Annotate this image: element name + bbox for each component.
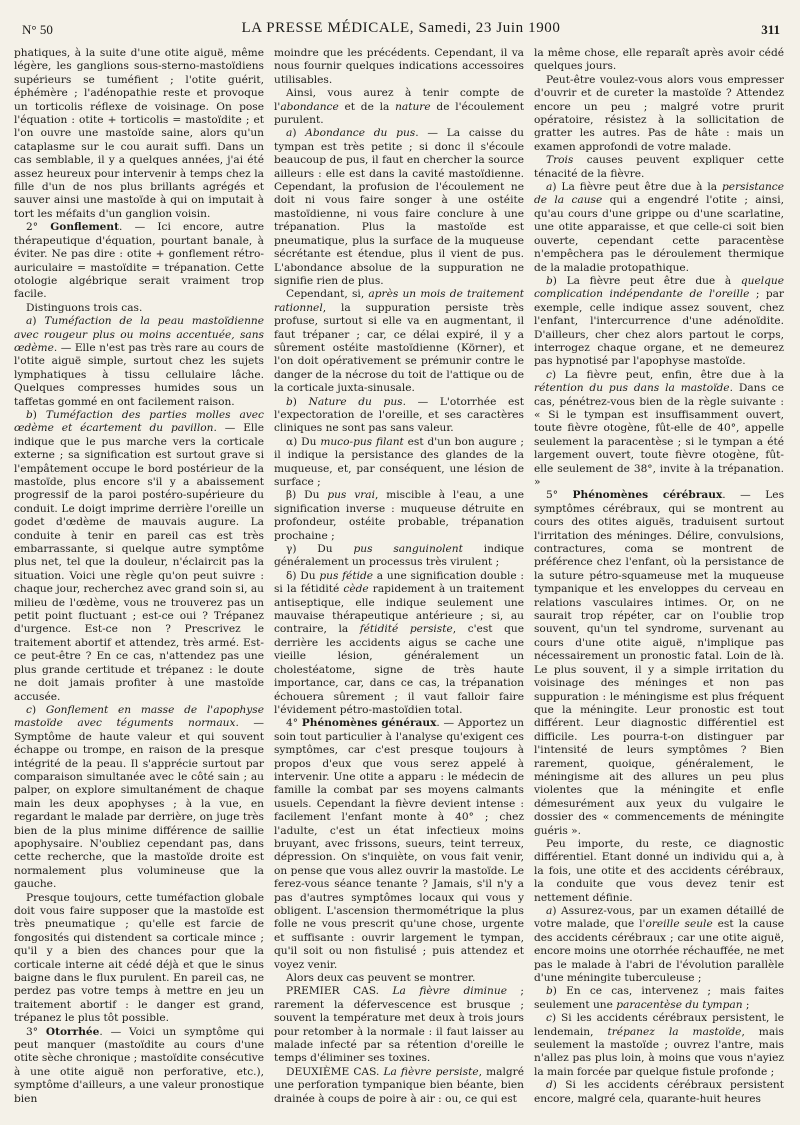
paragraph: Ainsi, vous aurez à tenir compte de l'abondance et de la nature de l'écoulement purulent.	[274, 87, 524, 127]
paragraph: b) Tuméfaction des parties molles avec œdème et écartement du pavillon. — Elle indique que le pus marche vers la corticale externe ; sa signification est surtout grave si l'empâtement occupe le bord postérieur de la mastoïde, plus encore s'il y a abaissement progressif de la paroi postéro-supérieure du conduit. Le doigt imprime derrière l'oreille un godet d'œdème de mauvais augure. La conduite à tenir en pareil cas est très embarrassante, si quelque autre symptôme plus net, tel que la douleur, n'éclaircit pas la situation. Voici une règle qu'on peut suivre : chaque jour, recherchez avec grand soin si, au milieu de l'œdème, vous ne trouverez pas un petit point fluctuant ; est-ce oui ? Trépanez d'urgence. Est-ce non ? Prescrivez le traitement abortif et attendez, très armé. Est-ce peut-être ? En ce cas, n'attendez pas une plus grande certitude et trépanez : le doute ne doit jamais profiter à une mastoïde accusée.	[14, 408, 264, 703]
paragraph: c) Gonflement en masse de l'apophyse mastoïde avec téguments normaux. — Symptôme de haute valeur et qui souvent échappe ou trompe, en raison de la presque intégrité de la peau. Il s'apprécie surtout par comparaison simultanée avec le côté sain ; au palper, on explore simultanément de chaque main les deux apophyses ; à la vue, en regardant le malade par derrière, on juge très bien de la plus minime différence de saillie apophysaire. N'oubliez cependant pas, dans cette recherche, que la mastoïde droite est normalement plus volumineuse que la gauche.	[14, 703, 264, 891]
paragraph: b) Nature du pus. — L'otorrhée est l'expectoration de l'oreille, et ses caractères cliniques ne sont pas sans valeur.	[274, 395, 524, 435]
paragraph: Alors deux cas peuvent se montrer.	[286, 972, 476, 985]
issue-number: N° 50	[22, 22, 53, 37]
text-column-3	[534, 47, 784, 1119]
paragraph: la même chose, elle reparaît après avoir cédé quelques jours.	[534, 47, 784, 73]
journal-title: LA PRESSE MÉDICALE, Samedi, 23 Juin 1900	[241, 20, 561, 36]
paragraph: 4° Phénomènes généraux. — Apportez un soin tout particulier à l'analyse qu'exigent ces symptômes, car c'est presque toujours à propos d'eux que vous serez appelé à intervenir. Une otite a apparu : le médecin de famille la combat par ses moyens calmants usuels. Cependant la fièvre devient intense : facilement l'enfant monte à 40° ; chez l'adulte, c'est un état infectieux moins bruyant, avec frissons, sueurs, teint terreux, dépression. On s'inquiète, on vous fait venir, on pense que vous allez ouvrir la mastoïde. Le ferez-vous séance tenante ? Jamais, s'il n'y a pas d'autres symptômes locaux qui vous y obligent. L'ascension thermométrique la plus folle ne vous prescrit qu'une chose, urgente et suffisante : ouvrir largement le tympan, qu'il soit ou non fistulisé ; puis attendez et voyez venir.	[274, 717, 524, 971]
page-header	[22, 8, 780, 42]
paragraph: β) Du pus vrai, miscible à l'eau, a une signification inverse : muqueuse détruite en profondeur, ostéite probable, trépanation prochaine ;	[274, 489, 524, 542]
paragraph: a) Tuméfaction de la peau mastoïdienne avec rougeur plus ou moins accentuée, sans œdème. — Elle n'est pas très rare au cours de l'otite aiguë simple, surtout chez les sujets lymphatiques à tissu cellulaire lâche. Quelques compresses humides sous un taffetas gommé en ont facilement raison.	[14, 315, 264, 408]
paragraph: Presque toujours, cette tuméfaction globale doit vous faire supposer que la mastoïde est très pneumatique ; qu'elle est farcie de fongosités qui distendent sa corticale mince ; qu'il y a bien des chances pour que la corticale interne ait cédé déjà et que le sinus baigne dans le flux purulent. En pareil cas, ne perdez pas votre temps à mettre en jeu un traitement abortif : le danger est grand, trépanez le plus tôt possible.	[14, 891, 264, 1025]
paragraph: a) Assurez-vous, par un examen détaillé de votre malade, que l'oreille seule est la cause des accidents cérébraux ; car une otite aiguë, encore moins une otorrhée réchauffée, ne met pas le malade à l'abri de l'évolution parallèle d'une méningite tuberculeuse ;	[534, 905, 784, 985]
paragraph: a) La fièvre peut être due à la persistance de la cause qui a engendré l'otite ; ainsi, qu'au cours d'une grippe ou d'une scarlatine, une otite apparaisse, et que celle-ci soit bien ouverte, cependant cette paracentèse n'empêchera pas le déroulement thermique de la maladie protopathique.	[534, 181, 784, 274]
paragraph: DEUXIÈME CAS. La fièvre persiste, malgré une perforation tympanique bien béante, bien drainée à coups de poire à air : ou, ce qui est	[274, 1065, 524, 1105]
text-column-2	[274, 47, 524, 1119]
paragraph: b) En ce cas, intervenez ; mais faites seulement une paracentèse du tympan ;	[534, 985, 784, 1011]
paragraph: c) La fièvre peut, enfin, être due à la rétention du pus dans la mastoïde. Dans ce cas, pénétrez-vous bien de la règle suivante : « Si le tympan est insuffisamment ouvert, toute fièvre otogène, fût-elle de 40°, appelle seulement la paracentèse ; si le tympan a été largement ouvert, toute fièvre otogène, fût-elle seulement de 38°, invite à la trépanation. »	[534, 368, 784, 488]
paragraph: α) Du muco-pus filant est d'un bon augure ; il indique la persistance des glandes de la muqueuse, et, par conséquent, une lésion de surface ;	[274, 435, 524, 488]
paragraph: 3° Otorrhée. — Voici un symptôme qui peut manquer (mastoïdite au cours d'une otite sèche chronique ; mastoïdite consécutive à une otite aiguë non perforative, etc.), symptôme d'ailleurs, a une valeur pronostique bien	[14, 1025, 264, 1105]
paragraph: Peut-être voulez-vous alors vous empresser d'ouvrir et de cureter la mastoïde ? Attendez encore un peu ; malgré votre prurit opératoire, résistez à la sollicitation de gratter les autres. Pas de hâte : mais un examen approfondi de votre malade.	[534, 73, 784, 153]
paragraph: Peu importe, du reste, ce diagnostic différentiel. Etant donné un individu qui a, à la fois, une otite et des accidents cérébraux, la conduite que vous devez tenir est nettement définie.	[534, 837, 784, 904]
paragraph: Trois causes peuvent expliquer cette ténacité de la fièvre.	[534, 154, 784, 180]
paragraph: PREMIER CAS. La fièvre diminue ; rarement la défervescence est brusque ; souvent la température met deux à trois jours pour retomber à la normale : il faut laisser au malade infecté par sa rétention d'oreille le temps d'éliminer ses toxines.	[274, 985, 524, 1065]
paragraph: 2° Gonflement. — Ici encore, autre thérapeutique d'équation, pourtant banale, à éviter. Ne pas dire : otite + gonflement rétro-auriculaire = mastoïdite = trépanation. Cette otologie algébrique serait vraiment trop facile.	[14, 221, 264, 301]
paragraph: b) La fièvre peut être due à quelque complication indépendante de l'oreille ; par exemple, celle indique assez souvent, chez l'enfant, l'intercurrence d'une adénoïdite. D'ailleurs, cher chez alors partout le corps, interrogez chaque organe, et ne demeurez pas hypnotisé par l'apophyse mastoïde.	[534, 274, 784, 368]
paragraph: 5° Phénomènes cérébraux. — Les symptômes cérébraux, qui se montrent au cours des otites aiguës, traduisent surtout l'irritation des méninges. Délire, convulsions, contractures, coma se montrent de préférence chez l'enfant, où la persistance de la suture pétro-squameuse met la muqueuse tympanique et les enveloppes du cerveau en relations vasculaires intimes. Or, on ne saurait trop répéter, car on l'oublie trop souvent, qu'un tel syndrome, survenant au cours d'une otite aiguë, n'implique pas nécessairement un pronostic fatal. Loin de là. Le plus souvent, il y a simple irritation du voisinage des méninges et non pas suppuration : le méningisme est plus fréquent que la méningite. Leur pronostic est tout différent. Leur diagnostic différentiel est difficile. Les pourra-t-on distinguer par l'intensité de leurs symptômes ? Bien rarement, quoique, généralement, le méningisme ait des allures un peu plus violentes que la méningite et enfle démesurément aux yeux du vulgaire le dossier des « commencements de méningite guéris ».	[534, 489, 784, 837]
paragraph: phatiques, à la suite d'une otite aiguë, même légère, les ganglions sous-sterno-mastoïdiens supérieurs se tuméfient ; l'otite guérit, éphémère ; l'adénopathie reste et provoque un torticolis réflexe de voisinage. On pose l'équation : otite + torticolis = mastoïdite ; et l'on ouvre une mastoïde saine, alors qu'un cataplasme sur le cou aurait suffi. Dans un cas semblable, il y a quelques années, j'ai été assez heureux pour intervenir à temps chez la fille d'un de nos plus brillants agrégés et sauver ainsi une mastoïde à qui on imputait à tort les méfaits d'un ganglion voisin.	[14, 47, 264, 220]
paragraph: d) Si les accidents cérébraux persistent encore, malgré cela, quarante-huit heures	[534, 1079, 784, 1105]
paragraph: c) Si les accidents cérébraux persistent, le lendemain, trépanez la mastoïde, mais seulement la mastoïde ; ouvrez l'antre, mais n'allez pas plus loin, à moins que vous n'ayiez la main forcée par quelque fistule profonde ;	[534, 1012, 784, 1078]
paragraph: γ) Du pus sanguinolent indique généralement un processus très virulent ;	[274, 543, 524, 569]
paragraph: δ) Du pus fétide a une signification double : si la fétidité cède rapidement à un traitement antiseptique, elle indique seulement une mauvaise thérapeutique antérieure ; si, au contraire, la fétidité persiste, c'est que derrière les accidents aigus se cache une vieille lésion, généralement un cholestéatome, signe de très haute importance, car, dans ce cas, la trépanation échouera sûrement ; il vaut falloir faire l'évidement pétro-mastoïdien total.	[274, 569, 524, 716]
article-columns	[14, 47, 784, 1119]
text-column-1	[14, 47, 264, 1119]
paragraph: moindre que les précédents. Cependant, il va nous fournir quelques indications accessoires utilisables.	[274, 47, 524, 86]
paragraph: a) Abondance du pus. — La caisse du tympan est très petite ; si donc il s'écoule beaucoup de pus, il faut en chercher la source ailleurs : elle est dans la cavité mastoïdienne. Cependant, la profusion de l'écoulement ne doit ni vous faire songer à une ostéite mastoïdienne, ni vous faire conclure à une trépanation. Plus la mastoïde est pneumatique, plus la surface de la muqueuse sécrétante est étendue, plus il vient de pus. L'abondance absolue de la suppuration ne signifie rien de plus.	[274, 127, 524, 287]
paragraph: Cependant, si, après un mois de traitement rationnel, la suppuration persiste très profuse, surtout si elle va en augmentant, il faut trépaner ; car, ce délai expiré, il y a sûrement ostéite mastoïdienne (Körner), et l'on doit opérativement se prémunir contre le danger de la nécrose du toit de l'attique ou de la corticale juxta-sinusale.	[274, 288, 524, 395]
page-number: 311	[761, 22, 780, 37]
paragraph: Distinguons trois cas.	[26, 301, 143, 314]
